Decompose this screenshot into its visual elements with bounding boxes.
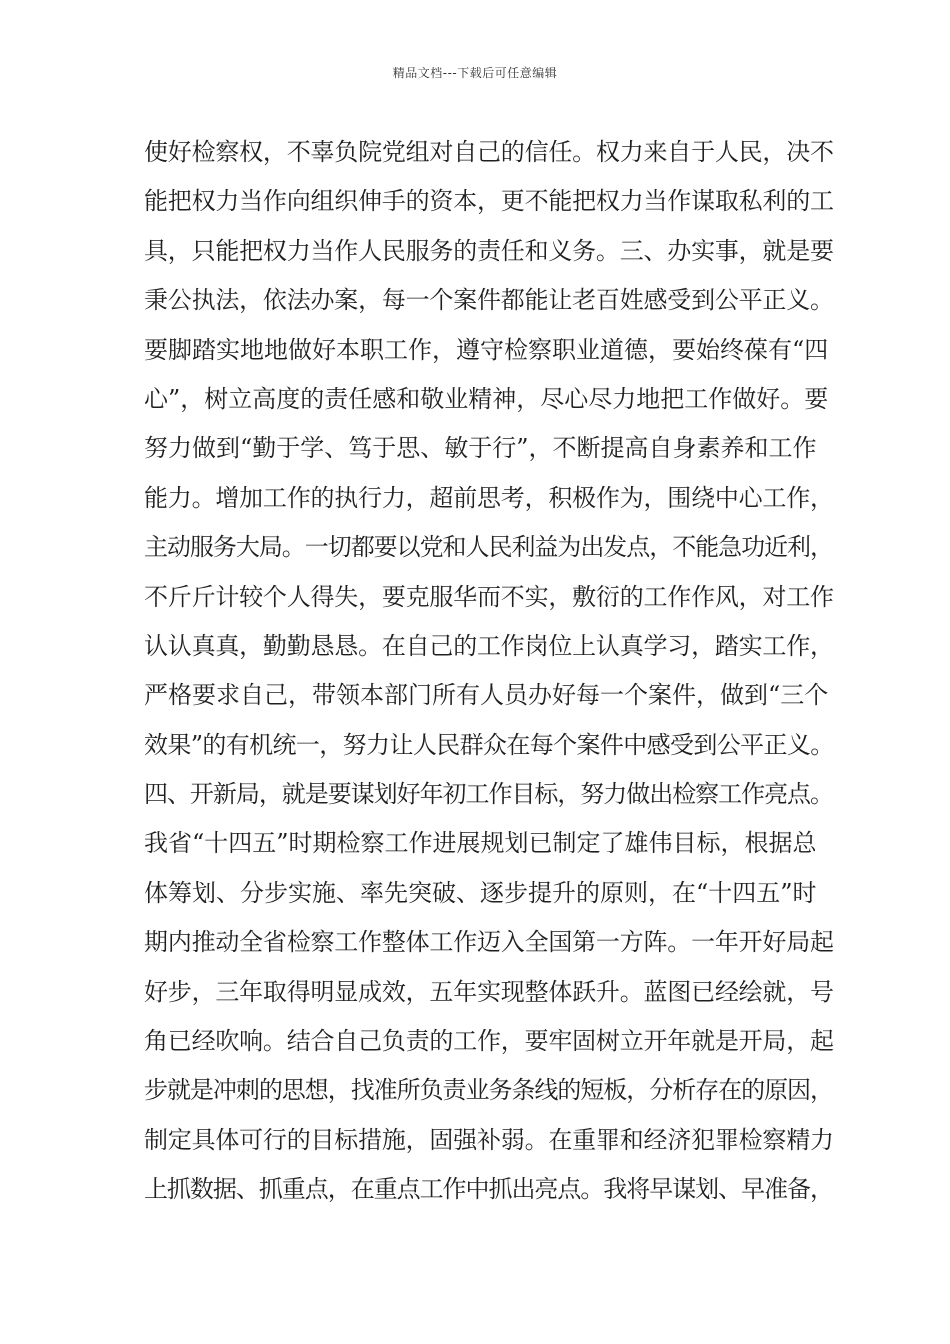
text-line: 认认真真，勤勤恳恳。在自己的工作岗位上认真学习，踏实工作， [144, 631, 834, 660]
text-line: 严格要求自己，带领本部门所有人员办好每一个案件，做到“三个 [144, 681, 829, 710]
text-line: 体筹划、分步实施、率先突破、逐步提升的原则，在“十四五”时 [144, 878, 817, 907]
text-line: 心”，树立高度的责任感和敬业精神，尽心尽力地把工作做好。要 [144, 384, 829, 413]
text-line: 要脚踏实地地做好本职工作，遵守检察职业道德，要始终葆有“四 [144, 335, 829, 364]
text-line: 效果”的有机统一，努力让人民群众在每个案件中感受到公平正义。 [144, 730, 834, 759]
text-line: 不斤斤计较个人得失，要克服华而不实，敷衍的工作作风，对工作 [144, 582, 834, 611]
text-line: 具，只能把权力当作人民服务的责任和义务。三、办实事，就是要 [144, 236, 834, 265]
text-line: 主动服务大局。一切都要以党和人民利益为出发点，不能急功近利， [144, 533, 833, 562]
text-line: 期内推动全省检察工作整体工作迈入全国第一方阵。一年开好局起 [144, 928, 834, 957]
body-text [144, 132, 834, 1219]
text-line: 角已经吹响。结合自己负责的工作，要牢固树立开年就是开局，起 [144, 1027, 834, 1056]
text-line: 能把权力当作向组织伸手的资本，更不能把权力当作谋取私利的工 [144, 187, 834, 216]
text-line: 步就是冲刺的思想，找准所负责业务条线的短板，分析存在的原因， [144, 1076, 833, 1105]
text-line: 努力做到“勤于学、笃于思、敏于行”，不断提高自身素养和工作 [144, 434, 817, 463]
text-line: 四、开新局，就是要谋划好年初工作目标，努力做出检察工作亮点。 [144, 780, 833, 809]
page-header: 精品文档---下载后可任意编辑 [392, 66, 558, 80]
text-line: 使好检察权，不辜负院党组对自己的信任。权力来自于人民，决不 [144, 138, 834, 166]
text-line: 秉公执法，依法办案，每一个案件都能让老百姓感受到公平正义。 [144, 286, 834, 315]
text-line: 我省“十四五”时期检察工作进展规划已制定了雄伟目标，根据总 [144, 829, 817, 858]
text-line: 上抓数据、抓重点，在重点工作中抓出亮点。我将早谋划、早准备， [144, 1175, 833, 1204]
text-line: 好步，三年取得明显成效，五年实现整体跃升。蓝图已经绘就，号 [144, 977, 834, 1006]
text-line: 能力。增加工作的执行力，超前思考，积极作为，围绕中心工作， [144, 483, 834, 512]
text-line: 制定具体可行的目标措施，固强补弱。在重罪和经济犯罪检察精力 [144, 1125, 834, 1154]
